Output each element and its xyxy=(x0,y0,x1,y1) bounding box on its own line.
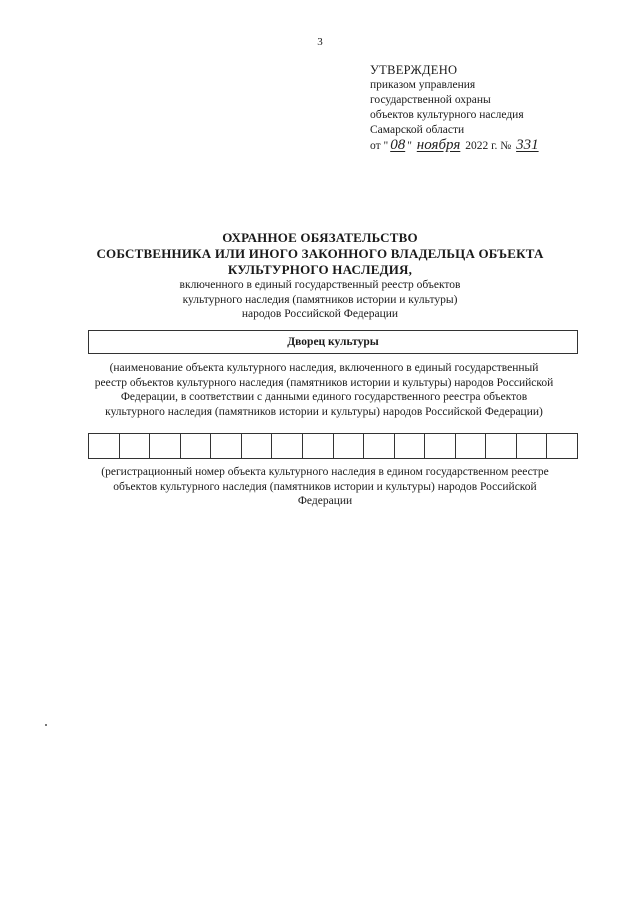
object-name-caption xyxy=(60,361,588,419)
caption-line: (регистрационный номер объекта культурного наследия в едином государственном реестре xyxy=(101,466,549,478)
handwritten-order-number: 331 xyxy=(516,137,539,153)
registration-cell xyxy=(210,433,241,459)
subtitle-line: включенного в единый государственный реестр объектов xyxy=(179,279,461,291)
registration-cell xyxy=(241,433,272,459)
registration-cell xyxy=(302,433,333,459)
caption-line: культурного наследия (памятников истории и культуры) народов Российской Федерации) xyxy=(105,405,543,418)
registration-cell xyxy=(363,433,394,459)
registration-cell xyxy=(424,433,455,459)
registration-cell xyxy=(485,433,516,459)
year-and-number-label: 2022 г. № xyxy=(465,140,512,152)
approval-stamp xyxy=(370,63,541,154)
object-name-field: Дворец культуры xyxy=(88,330,578,354)
approval-line: государственной охраны xyxy=(370,94,491,106)
registration-cell xyxy=(546,433,578,459)
registration-caption xyxy=(80,465,570,509)
approval-date-line xyxy=(370,138,541,154)
title-line: СОБСТВЕННИКА ИЛИ ИНОГО ЗАКОННОГО ВЛАДЕЛЬЦА ОБЪЕКТА xyxy=(96,246,544,261)
approval-line: объектов культурного наследия xyxy=(370,109,524,121)
approval-line: приказом управления xyxy=(370,79,476,91)
page-number: 3 xyxy=(317,36,323,48)
approval-line: Самарской области xyxy=(370,124,465,136)
registration-cell xyxy=(180,433,211,459)
registration-cell xyxy=(271,433,302,459)
registration-cell xyxy=(516,433,547,459)
registration-number-grid xyxy=(88,433,578,459)
document-title xyxy=(0,230,640,322)
handwritten-day: 08 xyxy=(390,137,406,153)
registration-cell xyxy=(149,433,180,459)
registration-cell xyxy=(394,433,425,459)
approval-heading: УТВЕРЖДЕНО xyxy=(370,63,458,77)
handwritten-month: ноября xyxy=(416,137,461,153)
caption-line: Федерации, в соответствии с данными единого государственного реестра объектов xyxy=(120,391,528,403)
date-prefix: от " xyxy=(370,140,389,152)
caption-line: реестр объектов культурного наследия (памятников истории и культуры) народов Российской xyxy=(94,376,554,389)
caption-line: (наименование объекта культурного наследия, включенного в единый государственный xyxy=(109,362,539,374)
caption-line: объектов культурного наследия (памятников истории и культуры) народов Российской xyxy=(113,480,537,493)
subtitle-line: культурного наследия (памятников истории и культуры) xyxy=(182,293,458,306)
registration-cell xyxy=(119,433,150,459)
title-line: ОХРАННОЕ ОБЯЗАТЕЛЬСТВО xyxy=(222,230,418,245)
date-quote-close: " xyxy=(407,140,412,152)
caption-line: Федерации xyxy=(297,495,353,507)
registration-cell xyxy=(455,433,486,459)
scan-speck xyxy=(45,724,47,726)
title-line: КУЛЬТУРНОГО НАСЛЕДИЯ, xyxy=(227,262,413,277)
registration-cell xyxy=(88,433,119,459)
registration-cell xyxy=(333,433,364,459)
subtitle-line: народов Российской Федерации xyxy=(241,308,399,320)
